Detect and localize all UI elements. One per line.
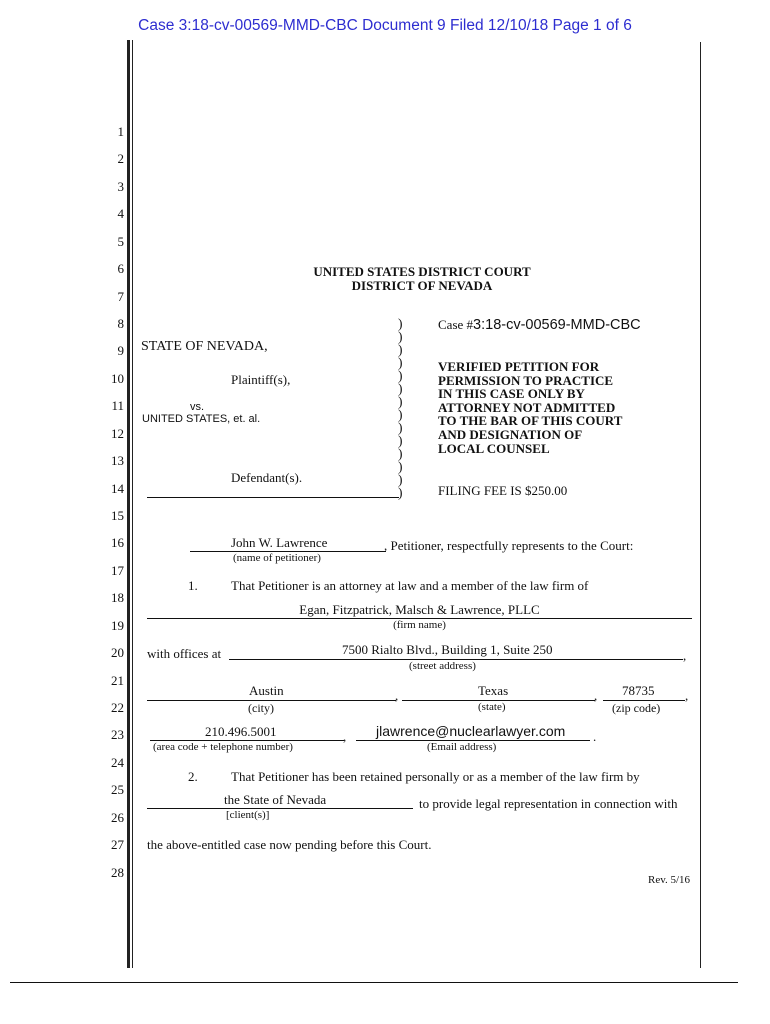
petition-title-line: TO THE BAR OF THIS COURT [438,413,623,429]
document-header: Case 3:18-cv-00569-MMD-CBC Document 9 Filed 12/10/18 Page 1 of 6 [138,17,632,34]
paren: ) [398,472,403,487]
street-address: 7500 Rialto Blvd., Building 1, Suite 250 [342,642,553,657]
line-number: 7 [117,289,124,304]
plaintiff-label: Plaintiff(s), [231,372,291,387]
petition-title-line: LOCAL COUNSEL [438,440,550,456]
case-label: Case # [438,317,474,332]
street-sublabel: (street address) [409,660,476,672]
email-address: jlawrence@nuclearlawyer.com [376,723,566,739]
caption-underline [147,497,399,498]
line-number: 11 [111,398,124,413]
line-number: 6 [117,261,124,276]
line-number: 18 [111,590,124,605]
paren: ) [398,420,403,435]
line-number: 21 [111,673,124,688]
line-number: 13 [111,453,124,468]
court-name: UNITED STATES DISTRICT COURT [313,264,531,279]
client-statement: to provide legal representation in connection with [419,796,678,811]
petition-title-line: AND DESIGNATION OF [438,426,583,442]
paren: ) [398,316,403,331]
case-number: 3:18-cv-00569-MMD-CBC [473,317,641,333]
zip-comma: , [685,688,689,703]
paragraph-1-number: 1. [188,578,198,593]
client-sublabel: [client(s)] [226,809,270,821]
line-number: 16 [111,535,124,550]
line-number: 3 [117,179,124,194]
line-number: 22 [111,700,124,715]
line-number: 28 [111,865,124,880]
paren: ) [398,329,403,344]
street-comma: , [683,648,687,663]
paragraph-2-number: 2. [188,769,198,784]
petition-title [438,360,622,455]
telephone-sublabel: (area code + telephone number) [153,741,293,753]
court-district: DISTRICT OF NEVADA [351,278,493,293]
petition-title-line: ATTORNEY NOT ADMITTED [438,399,616,415]
versus: vs. [190,401,205,413]
state: Texas [478,683,509,698]
plaintiff-name: STATE OF NEVADA, [141,339,268,354]
client-underline [147,808,413,809]
line-number: 4 [117,206,124,221]
email-period: . [593,729,597,744]
paragraph-1-text: That Petitioner is an attorney at law and a member of the law firm of [231,578,589,593]
line-number: 9 [117,343,124,358]
line-number: 17 [111,563,124,578]
line-number: 19 [111,618,124,633]
line-number: 15 [111,508,124,523]
line-number: 5 [117,234,124,249]
defendant-label: Defendant(s). [231,470,303,485]
paren: ) [398,355,403,370]
filing-fee: FILING FEE IS $250.00 [438,483,568,498]
right-margin-rule [700,42,701,968]
revision-note: Rev. 5/16 [648,874,691,886]
firm-name: Egan, Fitzpatrick, Malsch & Lawrence, PLLC [299,602,540,617]
telephone-comma: , [343,729,347,744]
line-number: 1 [117,124,124,139]
paren: ) [398,407,403,422]
state-sublabel: (state) [478,701,506,713]
petitioner-statement: , Petitioner, respectfully represents to the Court: [384,538,634,553]
line-number: 12 [111,426,124,441]
petition-title-line: VERIFIED PETITION FOR [438,359,600,374]
defendant-name: UNITED STATES, et. al. [142,413,261,425]
paren: ) [398,485,403,500]
zip-code: 78735 [622,683,655,698]
final-statement: the above-entitled case now pending before this Court. [147,837,432,852]
petition-title-line: IN THIS CASE ONLY BY [438,386,585,402]
city-sublabel: (city) [248,701,274,715]
zip-sublabel: (zip code) [612,701,661,715]
line-number: 8 [117,316,124,331]
offices-label: with offices at [147,646,222,661]
city: Austin [249,683,284,698]
line-number: 27 [111,837,124,852]
paren: ) [398,459,403,474]
telephone: 210.496.5001 [205,724,277,739]
paren: ) [398,394,403,409]
line-number: 20 [111,645,124,660]
line-number: 23 [111,727,124,742]
line-number: 2 [117,151,124,166]
line-number: 24 [111,755,124,770]
case-number-line [438,316,641,334]
paren: ) [398,342,403,357]
client-name: the State of Nevada [224,792,327,807]
paren: ) [398,368,403,383]
line-number: 25 [111,782,124,797]
petitioner-sublabel: (name of petitioner) [233,552,321,564]
line-number: 10 [111,371,124,386]
petition-title-line: PERMISSION TO PRACTICE [438,372,614,388]
city-comma: , [395,688,399,703]
paren: ) [398,381,403,396]
paragraph-2-text: That Petitioner has been retained personally or as a member of the law firm by [231,769,640,784]
line-number: 14 [111,481,124,496]
firm-sublabel: (firm name) [393,619,446,631]
line-number: 26 [111,810,124,825]
petitioner-name: John W. Lawrence [231,535,328,550]
left-margin-rule-inner [132,40,133,968]
left-margin-rule [127,40,130,968]
email-sublabel: (Email address) [427,741,497,753]
paren: ) [398,446,403,461]
paren: ) [398,433,403,448]
page-bottom-rule [10,982,738,983]
state-comma: , [594,688,598,703]
